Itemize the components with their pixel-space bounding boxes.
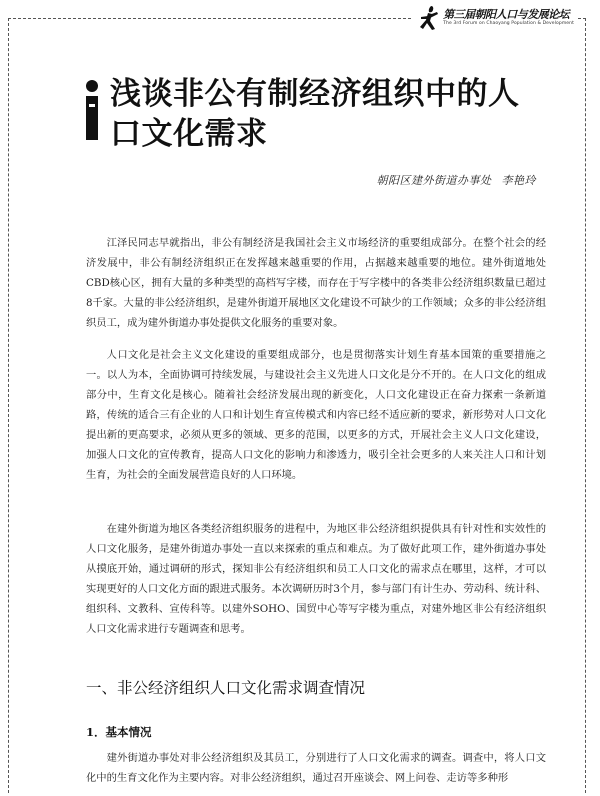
- paragraph-3: 在建外街道为地区各类经济组织服务的进程中，为地区非公经济组织提供具有针对性和实效性的人口文化服务，是建外街道办事处一直以来探索的重点和难点。为了做好此项工作，建外街道办事处从摸底开始，通过调研的形式，探知非公有经济组织和员工人口文化的需求点在哪里，这样，才可以实现更好的人口文化方面的跟进式服务。本次调研历时3个月，参与部门有计生办、劳动科、统计科、组织科、文教科、宣传科等。以建外SOHO、国贸中心等写字楼为重点，对建外地区非公有经济组织人口文化需求进行专题调查和思考。: [86, 523, 546, 635]
- subsection-heading: 1．基本情况: [86, 725, 152, 739]
- journal-title: 第三届朝阳人口与发展论坛: [443, 8, 570, 22]
- running-figure-icon: [417, 4, 441, 32]
- section-heading: 一、非公经济组织人口文化需求调查情况: [86, 679, 366, 697]
- paragraph-1: 江泽民同志早就指出，非公有制经济是我国社会主义市场经济的重要组成部分。在整个社会的经济发展中，非公有制经济组织正在发挥越来越重要的作用，占据越来越重要的地位。建外街道地处CBD核心区，拥有大量的多种类型的高档写字楼，而存在于写字楼中的各类非公经济组织数量已超过8千家。大量的非公经济组织，是建外街道开展地区文化建设不可缺少的工作领域；众多的非公经济组织员工，成为建外街道办事处提供文化服务的重要对象。: [86, 237, 546, 329]
- journal-header: [413, 4, 578, 32]
- article-title: 浅谈非公有制经济组织中的人口文化需求: [110, 76, 520, 152]
- author-affiliation: 朝阳区建外街道办事处: [376, 174, 492, 187]
- author-name: 李艳玲: [501, 174, 536, 187]
- author-line: [377, 172, 537, 188]
- paragraph-2: 人口文化是社会主义文化建设的重要组成部分，也是贯彻落实计划生育基本国策的重要措施之一。以人为本，全面协调可持续发展，与建设社会主义先进人口文化是分不开的。在人口文化的组成部分中，生育文化是核心。随着社会经济发展出现的新变化，人口文化建设正在奋力探索一条新道路，传统的适合三有企业的人口和计划生育宣传模式和内容已经不适应新的要求，新形势对人口文化提出新的更高要求，必须从更多的领域、更多的范围，以更多的方式，开展社会主义人口文化建设，加强人口文化的宣传教育，提高人口文化的影响力和渗透力，吸引全社会更多的人来关注人口和计划生育，为社会的全面发展营造良好的人口环境。: [86, 349, 546, 481]
- title-marker-icon: [84, 80, 100, 140]
- journal-subtitle: The 3rd Forum on Chaoyang Population & Development: [443, 21, 574, 27]
- paragraph-4: 建外街道办事处对非公经济组织及其员工，分别进行了人口文化需求的调查。调查中，将人口文化中的生育文化作为主要内容。对非公经济组织，通过召开座谈会、网上问卷、走访等多种形: [86, 752, 546, 784]
